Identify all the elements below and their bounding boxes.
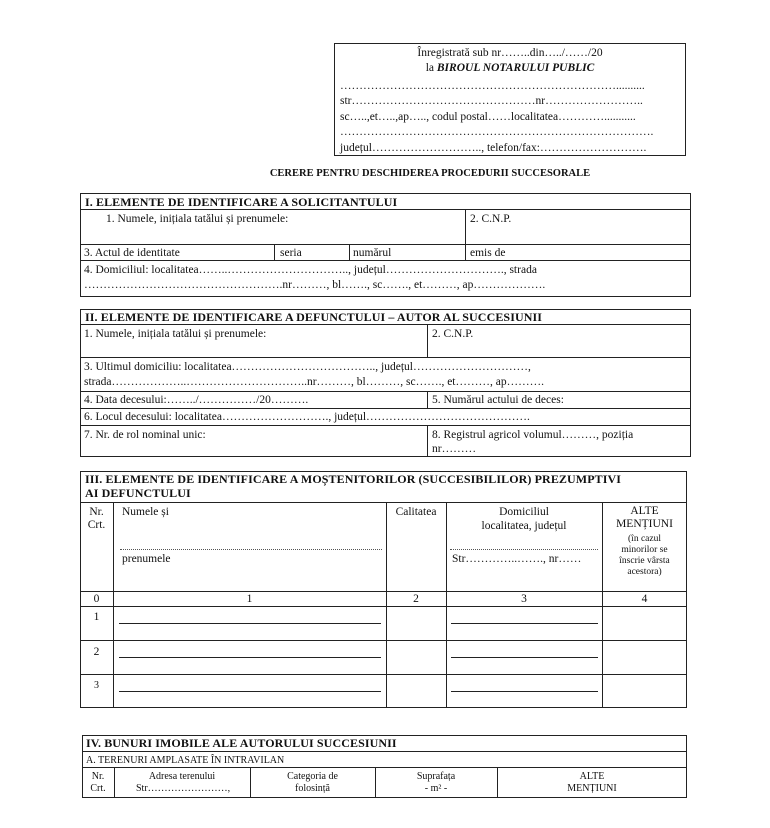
- applicant-address-line2[interactable]: …………………………………………….nr………, bl……., sc……., et………, ap……………….: [84, 279, 546, 291]
- section1-title: I. ELEMENTE DE IDENTIFICARE A SOLICITANTULUI: [85, 195, 398, 209]
- section1-divider: [80, 260, 691, 261]
- section3-title-line1: III. ELEMENTE DE IDENTIFICARE A MOȘTENITORILOR (SUCCESIBILILOR) PREZUMPTIVI: [85, 472, 622, 486]
- heirs-row-inner-line: [119, 623, 381, 624]
- section4-title: IV. BUNURI IMOBILE ALE AUTORULUI SUCCESIUNII: [86, 736, 397, 750]
- notary-office-prefix: la: [425, 62, 435, 74]
- heirs-row-inner-line: [451, 691, 598, 692]
- roll-number-field[interactable]: 7. Nr. de rol nominal unic:: [84, 429, 206, 441]
- land-col-address-line2: Str……………………,: [136, 783, 231, 794]
- heirs-row-inner-line: [119, 691, 381, 692]
- deceased-cnp-label[interactable]: 2. C.N.P.: [432, 328, 474, 340]
- applicant-id-label: 3. Actul de identitate: [84, 247, 180, 259]
- form-title: CERERE PENTRU DESCHIDEREA PROCEDURII SUCCESORALE: [269, 168, 591, 179]
- section2-divider: [80, 408, 691, 409]
- notary-extra-field[interactable]: ……………………………………………………………………….: [340, 126, 654, 138]
- heirs-name-dotted-divider: [120, 549, 382, 550]
- land-col-other-line1: ALTE: [579, 771, 605, 782]
- heirs-col-domicile-line1: Domiciliul: [499, 506, 549, 518]
- applicant-cnp-label[interactable]: 2. C.N.P.: [470, 213, 512, 225]
- section2-divider: [80, 324, 691, 325]
- deceased-last-address-line2[interactable]: strada………………..…………………………..nr………, bl………, sc……., et………, ap……….: [84, 376, 544, 388]
- section1-divider: [80, 244, 691, 245]
- land-col-category-line1: Categoria de: [287, 771, 338, 782]
- notary-street-field[interactable]: str…………………………………………nr……………………..: [340, 95, 643, 107]
- notary-office-name: BIROUL NOTARULUI PUBLIC: [436, 62, 595, 74]
- heirs-colnum-3: 3: [521, 593, 527, 605]
- land-col-area-line2: - m² -: [424, 783, 448, 794]
- heirs-colnum-1: 1: [246, 593, 253, 605]
- applicant-name-label[interactable]: 1. Numele, inițiala tatălui și prenumele:: [106, 213, 289, 225]
- heirs-col-domicile-line2: localitatea, județul: [481, 520, 567, 532]
- heirs-row-inner-line: [451, 623, 598, 624]
- heirs-col-other-note-3: înscrie vârsta: [619, 556, 670, 566]
- section1-divider: [80, 209, 691, 210]
- heirs-row-inner-line: [119, 657, 381, 658]
- section3-colnum-divider: [80, 591, 687, 592]
- death-date-field[interactable]: 4. Data decesului:……../……………/20……….: [84, 394, 309, 406]
- notary-name-field[interactable]: ………………………………………………………………..........: [340, 80, 645, 92]
- section2-divider: [80, 357, 691, 358]
- heirs-col-other-note-2: minorilor se: [621, 545, 668, 555]
- heirs-row-inner-line: [451, 657, 598, 658]
- heirs-domicile-dotted-divider: [450, 549, 598, 550]
- applicant-id-issued[interactable]: emis de: [470, 247, 506, 259]
- heirs-col-other-note-4: acestora): [627, 567, 662, 577]
- heirs-col-name-bottom: prenumele: [122, 553, 171, 565]
- section1-vline-serie: [274, 244, 275, 260]
- land-col-address-line1: Adresa terenului: [148, 771, 216, 782]
- applicant-address-line1[interactable]: 4. Domiciliul: localitatea……..………………………….., județul…………………………., strada: [84, 264, 537, 276]
- heirs-col-nr: Nr.: [89, 506, 104, 518]
- section1-vline-issued: [465, 244, 466, 260]
- heirs-col-other-line2: MENȚIUNI: [616, 518, 673, 530]
- agri-register-line1[interactable]: 8. Registrul agricol volumul………, poziția: [432, 429, 634, 441]
- heirs-row-number: 3: [94, 680, 99, 691]
- section2-vline-agri: [427, 425, 428, 457]
- agri-register-line2[interactable]: nr………: [432, 443, 477, 455]
- section3-row-divider: [80, 674, 687, 675]
- heirs-colnum-0: 0: [93, 593, 100, 605]
- heirs-col-name-top: Numele și: [122, 506, 169, 518]
- heirs-row-number: 2: [93, 646, 100, 658]
- section3-title-line2: AI DEFUNCTULUI: [85, 486, 191, 500]
- heirs-col-domicile-line3: Str…………..……., nr……: [452, 553, 582, 565]
- heirs-col-other-line1: ALTE: [630, 505, 659, 517]
- section3-row-divider: [80, 606, 687, 607]
- heirs-col-quality: Calitatea: [395, 506, 437, 518]
- section4-divider: [82, 751, 687, 752]
- heirs-col-crt: Crt.: [87, 519, 106, 531]
- deceased-last-address-line1[interactable]: 3. Ultimul domiciliu: localitatea……………………………….., județul…………………………,: [84, 361, 531, 373]
- registration-number-line: Înregistrată sub nr……..din…../……/20: [417, 47, 603, 59]
- applicant-id-number[interactable]: numărul: [353, 247, 392, 259]
- notary-office-line: [334, 61, 686, 75]
- land-col-crt: Crt.: [90, 783, 106, 794]
- section2-divider: [80, 391, 691, 392]
- land-col-category-line2: folosință: [295, 783, 330, 794]
- section2-divider: [80, 425, 691, 426]
- section4-subtitle: A. TERENURI AMPLASATE ÎN INTRAVILAN: [86, 755, 285, 766]
- land-col-area-line1: Suprafața: [416, 771, 456, 782]
- land-col-other-line2: MENȚIUNI: [567, 783, 617, 794]
- section2-vline-deathact: [427, 391, 428, 408]
- heirs-col-other-note-1: (în cazul: [628, 534, 661, 544]
- notary-address-field[interactable]: sc…..,et…..,ap….., codul postal……localitatea…………...........: [340, 111, 636, 123]
- section2-vline-cnp: [427, 324, 428, 357]
- heirs-row-number: 1: [93, 611, 100, 623]
- death-act-field[interactable]: 5. Numărul actului de deces:: [432, 394, 564, 406]
- notary-county-phone-field[interactable]: județul……………………….., telefon/fax:……………………….: [340, 142, 647, 154]
- section4-divider: [82, 767, 687, 768]
- deceased-name-label[interactable]: 1. Numele, inițiala tatălui și prenumele:: [84, 328, 267, 340]
- heirs-colnum-2: 2: [413, 593, 419, 605]
- section1-vline-cnp: [465, 209, 466, 244]
- land-col-nr: Nr.: [91, 771, 105, 782]
- section3-header-divider: [80, 502, 687, 503]
- section3-row-divider: [80, 640, 687, 641]
- death-place-field[interactable]: 6. Locul decesului: localitatea………………………., județul…………………………………….: [84, 411, 530, 423]
- heirs-colnum-4: 4: [641, 593, 648, 605]
- section1-vline-number: [349, 244, 350, 260]
- applicant-id-serie[interactable]: seria: [280, 247, 302, 259]
- section2-title: II. ELEMENTE DE IDENTIFICARE A DEFUNCTULUI – AUTOR AL SUCCESIUNII: [85, 310, 543, 324]
